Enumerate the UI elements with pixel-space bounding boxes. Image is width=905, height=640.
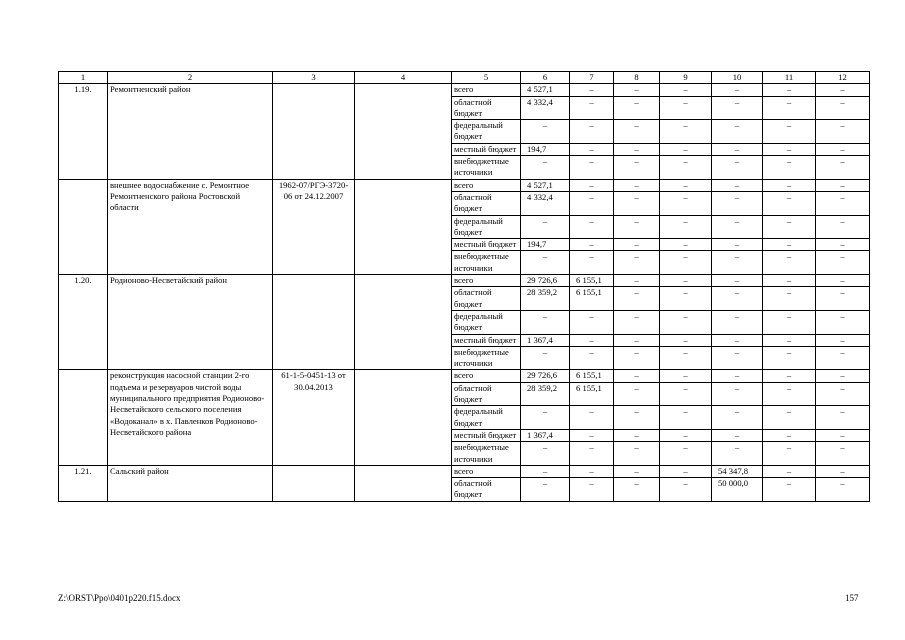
table-row	[59, 275, 870, 287]
value-cell: 28 359,2	[521, 287, 570, 311]
value-cell: –	[521, 465, 570, 477]
value-cell: –	[816, 251, 870, 275]
value-cell: –	[816, 465, 870, 477]
value-cell: –	[816, 275, 870, 287]
value-cell: 194,7	[521, 239, 570, 251]
value-cell: –	[712, 406, 763, 430]
value-cell: –	[763, 478, 816, 502]
value-cell: 6 155,1	[570, 370, 614, 382]
value-cell: –	[712, 239, 763, 251]
value-cell: –	[660, 346, 712, 370]
funding-source-cell: областной бюджет	[452, 96, 521, 120]
header-cell: 5	[452, 72, 521, 84]
value-cell: –	[763, 406, 816, 430]
value-cell: –	[712, 310, 763, 334]
funding-source-cell: федеральный бюджет	[452, 120, 521, 144]
value-cell: –	[614, 310, 660, 334]
value-cell: –	[521, 406, 570, 430]
column-4-cell	[355, 84, 452, 179]
value-cell: –	[816, 346, 870, 370]
funding-source-cell: внебюджетные источники	[452, 251, 521, 275]
row-number-cell	[59, 370, 108, 465]
value-cell: –	[763, 239, 816, 251]
table-row	[59, 179, 870, 191]
value-cell: –	[712, 442, 763, 466]
document-cell	[273, 465, 355, 501]
funding-source-cell: всего	[452, 465, 521, 477]
header-cell: 8	[614, 72, 660, 84]
value-cell: –	[712, 346, 763, 370]
value-cell: –	[570, 465, 614, 477]
value-cell: –	[816, 239, 870, 251]
document-cell	[273, 84, 355, 179]
value-cell: –	[521, 478, 570, 502]
value-cell: 29 726,6	[521, 370, 570, 382]
document-cell: 61-1-5-0451-13 от 30.04.2013	[273, 370, 355, 465]
column-4-cell	[355, 275, 452, 370]
value-cell: –	[570, 215, 614, 239]
value-cell: –	[570, 156, 614, 180]
value-cell: –	[614, 287, 660, 311]
object-name-cell: Ремонтненский район	[108, 84, 273, 179]
value-cell: –	[570, 191, 614, 215]
value-cell: –	[614, 143, 660, 155]
document-cell: 1962-07/РГЭ-3720-06 от 24.12.2007	[273, 179, 355, 274]
value-cell: –	[816, 179, 870, 191]
value-cell: 29 726,6	[521, 275, 570, 287]
value-cell: –	[712, 179, 763, 191]
value-cell: –	[712, 96, 763, 120]
value-cell: –	[570, 239, 614, 251]
funding-source-cell: всего	[452, 179, 521, 191]
funding-source-cell: местный бюджет	[452, 239, 521, 251]
value-cell: –	[763, 143, 816, 155]
value-cell: –	[614, 120, 660, 144]
header-cell: 12	[816, 72, 870, 84]
value-cell: 4 332,4	[521, 96, 570, 120]
header-row	[59, 72, 870, 84]
value-cell: –	[570, 251, 614, 275]
value-cell: –	[660, 370, 712, 382]
table-row	[59, 84, 870, 96]
value-cell: –	[763, 442, 816, 466]
value-cell: –	[614, 239, 660, 251]
value-cell: –	[712, 275, 763, 287]
value-cell: –	[521, 156, 570, 180]
funding-source-cell: областной бюджет	[452, 191, 521, 215]
page-number: 157	[845, 593, 859, 603]
value-cell: –	[570, 429, 614, 441]
value-cell: –	[521, 215, 570, 239]
value-cell: –	[712, 156, 763, 180]
value-cell: –	[660, 287, 712, 311]
table-row	[59, 465, 870, 477]
value-cell: –	[614, 156, 660, 180]
table-row	[59, 370, 870, 382]
value-cell: –	[614, 84, 660, 96]
value-cell: –	[712, 370, 763, 382]
budget-table	[58, 71, 870, 502]
funding-source-cell: федеральный бюджет	[452, 310, 521, 334]
value-cell: –	[763, 287, 816, 311]
value-cell: –	[660, 478, 712, 502]
header-cell: 1	[59, 72, 108, 84]
value-cell: –	[570, 143, 614, 155]
funding-source-cell: областной бюджет	[452, 287, 521, 311]
value-cell: –	[816, 370, 870, 382]
value-cell: 6 155,1	[570, 382, 614, 406]
funding-source-cell: всего	[452, 275, 521, 287]
value-cell: –	[816, 156, 870, 180]
header-cell: 4	[355, 72, 452, 84]
row-number-cell: 1.20.	[59, 275, 108, 370]
value-cell: –	[614, 478, 660, 502]
value-cell: –	[570, 84, 614, 96]
value-cell: –	[614, 275, 660, 287]
value-cell: 54 347,8	[712, 465, 763, 477]
value-cell: –	[614, 406, 660, 430]
row-number-cell: 1.19.	[59, 84, 108, 179]
value-cell: –	[660, 334, 712, 346]
document-cell	[273, 275, 355, 370]
object-name-cell: реконструкция насосной станции 2-го подъема и резервуаров чистой воды муниципального предприятия Родионово-Несветайского сельского поселения «Водоканал» в х. Павленков Родионово-Несветайского района	[108, 370, 273, 465]
funding-source-cell: областной бюджет	[452, 382, 521, 406]
value-cell: –	[763, 310, 816, 334]
value-cell: –	[816, 310, 870, 334]
value-cell: –	[660, 382, 712, 406]
funding-source-cell: областной бюджет	[452, 478, 521, 502]
value-cell: –	[660, 239, 712, 251]
value-cell: –	[816, 96, 870, 120]
value-cell: 4 332,4	[521, 191, 570, 215]
value-cell: –	[712, 120, 763, 144]
value-cell: –	[521, 120, 570, 144]
value-cell: –	[763, 334, 816, 346]
value-cell: –	[712, 191, 763, 215]
value-cell: –	[763, 191, 816, 215]
value-cell: 1 367,4	[521, 429, 570, 441]
value-cell: 4 527,1	[521, 84, 570, 96]
value-cell: –	[763, 346, 816, 370]
value-cell: –	[521, 310, 570, 334]
value-cell: –	[816, 442, 870, 466]
value-cell: –	[614, 346, 660, 370]
object-name-cell: Родионово-Несветайский район	[108, 275, 273, 370]
value-cell: –	[660, 156, 712, 180]
value-cell: –	[521, 442, 570, 466]
value-cell: –	[570, 478, 614, 502]
value-cell: –	[660, 84, 712, 96]
value-cell: –	[763, 156, 816, 180]
funding-source-cell: местный бюджет	[452, 429, 521, 441]
value-cell: –	[763, 370, 816, 382]
value-cell: –	[763, 120, 816, 144]
column-4-cell	[355, 370, 452, 465]
value-cell: –	[712, 382, 763, 406]
table-body	[59, 72, 870, 502]
value-cell: –	[712, 287, 763, 311]
value-cell: –	[614, 191, 660, 215]
value-cell: –	[660, 442, 712, 466]
value-cell: –	[660, 215, 712, 239]
header-cell: 11	[763, 72, 816, 84]
value-cell: –	[614, 429, 660, 441]
funding-source-cell: внебюджетные источники	[452, 346, 521, 370]
value-cell: –	[660, 143, 712, 155]
value-cell: –	[660, 310, 712, 334]
row-number-cell: 1.21.	[59, 465, 108, 501]
funding-source-cell: местный бюджет	[452, 334, 521, 346]
value-cell: –	[614, 465, 660, 477]
value-cell: –	[660, 275, 712, 287]
value-cell: –	[763, 179, 816, 191]
column-4-cell	[355, 465, 452, 501]
value-cell: –	[763, 84, 816, 96]
funding-source-cell: всего	[452, 84, 521, 96]
value-cell: –	[712, 215, 763, 239]
value-cell: –	[614, 179, 660, 191]
value-cell: –	[816, 143, 870, 155]
value-cell: –	[763, 465, 816, 477]
value-cell: –	[570, 346, 614, 370]
value-cell: 28 359,2	[521, 382, 570, 406]
value-cell: –	[816, 215, 870, 239]
value-cell: –	[816, 84, 870, 96]
funding-source-cell: внебюджетные источники	[452, 156, 521, 180]
value-cell: 6 155,1	[570, 287, 614, 311]
object-name-cell: Сальский район	[108, 465, 273, 501]
value-cell: –	[614, 370, 660, 382]
value-cell: –	[763, 96, 816, 120]
header-cell: 7	[570, 72, 614, 84]
value-cell: –	[570, 179, 614, 191]
value-cell: –	[614, 334, 660, 346]
funding-source-cell: внебюджетные источники	[452, 442, 521, 466]
value-cell: –	[712, 251, 763, 275]
object-name-cell: внешнее водоснабжение с. Ремонтное Ремонтненского района Ростовской области	[108, 179, 273, 274]
header-cell: 10	[712, 72, 763, 84]
value-cell: –	[816, 429, 870, 441]
value-cell: 4 527,1	[521, 179, 570, 191]
value-cell: –	[570, 120, 614, 144]
value-cell: 194,7	[521, 143, 570, 155]
value-cell: –	[570, 310, 614, 334]
value-cell: –	[660, 191, 712, 215]
value-cell: 6 155,1	[570, 275, 614, 287]
funding-source-cell: федеральный бюджет	[452, 215, 521, 239]
value-cell: –	[763, 215, 816, 239]
value-cell: –	[712, 84, 763, 96]
value-cell: –	[521, 251, 570, 275]
value-cell: –	[660, 96, 712, 120]
value-cell: –	[763, 382, 816, 406]
value-cell: –	[614, 442, 660, 466]
value-cell: –	[816, 191, 870, 215]
value-cell: –	[570, 96, 614, 120]
value-cell: –	[816, 478, 870, 502]
value-cell: –	[660, 465, 712, 477]
header-cell: 2	[108, 72, 273, 84]
value-cell: –	[816, 406, 870, 430]
value-cell: –	[712, 429, 763, 441]
value-cell: –	[816, 120, 870, 144]
funding-source-cell: федеральный бюджет	[452, 406, 521, 430]
header-cell: 9	[660, 72, 712, 84]
value-cell: –	[614, 96, 660, 120]
header-cell: 6	[521, 72, 570, 84]
value-cell: –	[816, 334, 870, 346]
value-cell: 1 367,4	[521, 334, 570, 346]
value-cell: –	[614, 382, 660, 406]
funding-source-cell: местный бюджет	[452, 143, 521, 155]
column-4-cell	[355, 179, 452, 274]
value-cell: –	[570, 406, 614, 430]
value-cell: –	[570, 334, 614, 346]
value-cell: –	[763, 429, 816, 441]
value-cell: –	[660, 251, 712, 275]
value-cell: –	[660, 179, 712, 191]
value-cell: –	[816, 382, 870, 406]
value-cell: –	[614, 251, 660, 275]
value-cell: –	[660, 406, 712, 430]
value-cell: –	[521, 346, 570, 370]
value-cell: –	[660, 120, 712, 144]
value-cell: –	[763, 275, 816, 287]
value-cell: –	[712, 143, 763, 155]
value-cell: 50 000,0	[712, 478, 763, 502]
row-number-cell	[59, 179, 108, 274]
value-cell: –	[712, 334, 763, 346]
footer-file-path: Z:\ORST\Ppo\0401p220.f15.docx	[58, 593, 181, 603]
header-cell: 3	[273, 72, 355, 84]
value-cell: –	[816, 287, 870, 311]
value-cell: –	[614, 215, 660, 239]
value-cell: –	[660, 429, 712, 441]
value-cell: –	[763, 251, 816, 275]
funding-source-cell: всего	[452, 370, 521, 382]
value-cell: –	[570, 442, 614, 466]
